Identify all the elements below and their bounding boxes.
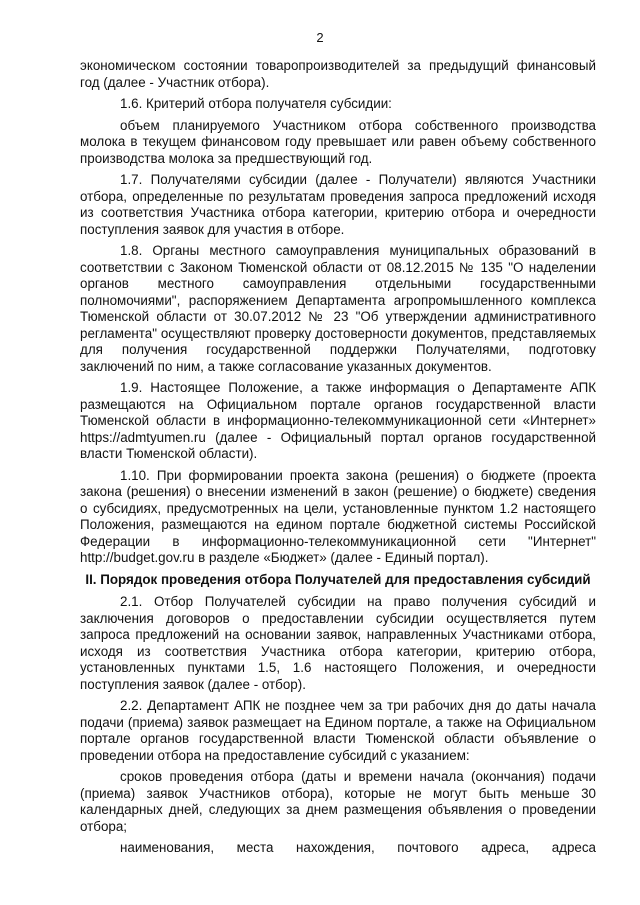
paragraph-names: наименования, места нахождения, почтового адреса, адреса: [120, 840, 596, 855]
paragraph-2-2: 2.2. Департамент АПК не позднее чем за три рабочих дня до даты начала подачи (приема) заявок размещает на Едином портале, а также на Официальном портале органов государственной власти Тюменской области объявление о проведении отбора на предоставление субсидий с указанием:: [80, 698, 596, 763]
paragraph-1-7: 1.7. Получателями субсидии (далее - Получатели) являются Участники отбора, определенные по результатам проведения запроса предложений исходя из соответствия Участника отбора категории, критерию отбора и очередности поступления заявок для участия в отборе.: [80, 172, 596, 237]
paragraph-1-8: 1.8. Органы местного самоуправления муниципальных образований в соответствии с Законом Тюменской области от 08.12.2015 № 135 "О наделении органов местного самоуправления отдельными государственными полномочиями", распоряжением Департамента агропромышленного комплекса Тюменской области от 30.07.2012 № 23 "Об утверждении административного регламента" осуществляют проверку достоверности документов, представляемых для получения государственной поддержки Получателями, подготовку заключений по ним, а также согласование указанных документов.: [80, 243, 596, 374]
paragraph-deadlines: сроков проведения отбора (даты и времени начала (окончания) подачи (приема) заявок Участников отбора), которые не могут быть меньше 30 календарных дней, следующих за днем размещения объявления о проведении отбора;: [80, 769, 596, 834]
document-body: [80, 58, 596, 862]
section-heading: II. Порядок проведения отбора Получателей для предоставления субсидий: [85, 571, 591, 587]
paragraph-2-1: 2.1. Отбор Получателей субсидии на право получения субсидий и заключения договоров о предоставлении субсидии осуществляется путем запроса предложений на основании заявок, направленных Участниками отбора, исходя из соответствия Участника отбора категории, критерию отбора, установленных пунктами 1.5, 1.6 настоящего Положения, и очередности поступления заявок (далее - отбор).: [80, 594, 596, 692]
paragraph-continuation: экономическом состоянии товаропроизводителей за предыдущий финансовый год (далее - Участник отбора).: [80, 58, 596, 90]
paragraph-1-10: 1.10. При формировании проекта закона (решения) о бюджете (проекта закона (решения) о внесении изменений в закон (решение) о бюджете) сведения о субсидиях, предусмотренных на цели, установленные пунктом 1.2 настоящего Положения, размещаются на едином портале бюджетной системы Российской Федерации в информационно-телекоммуникационной сети "Интернет" http://budget.gov.ru в разделе «Бюджет» (далее - Единый портал).: [80, 467, 596, 565]
paragraph-criterion: объем планируемого Участником отбора собственного производства молока в текущем финансовом году превышает или равен объему собственного производства молока за предшествующий год.: [80, 117, 596, 166]
paragraph-1-6: 1.6. Критерий отбора получателя субсидии:: [120, 96, 392, 111]
paragraph-1-9: 1.9. Настоящее Положение, а также информация о Департаменте АПК размещаются на Официальном портале органов государственной власти Тюменской области в информационно-телекоммуникационной сети «Интернет» https://admtyumen.ru (далее - Официальный портал органов государственной власти Тюменской области).: [80, 380, 596, 461]
page-number: 2: [316, 30, 324, 45]
